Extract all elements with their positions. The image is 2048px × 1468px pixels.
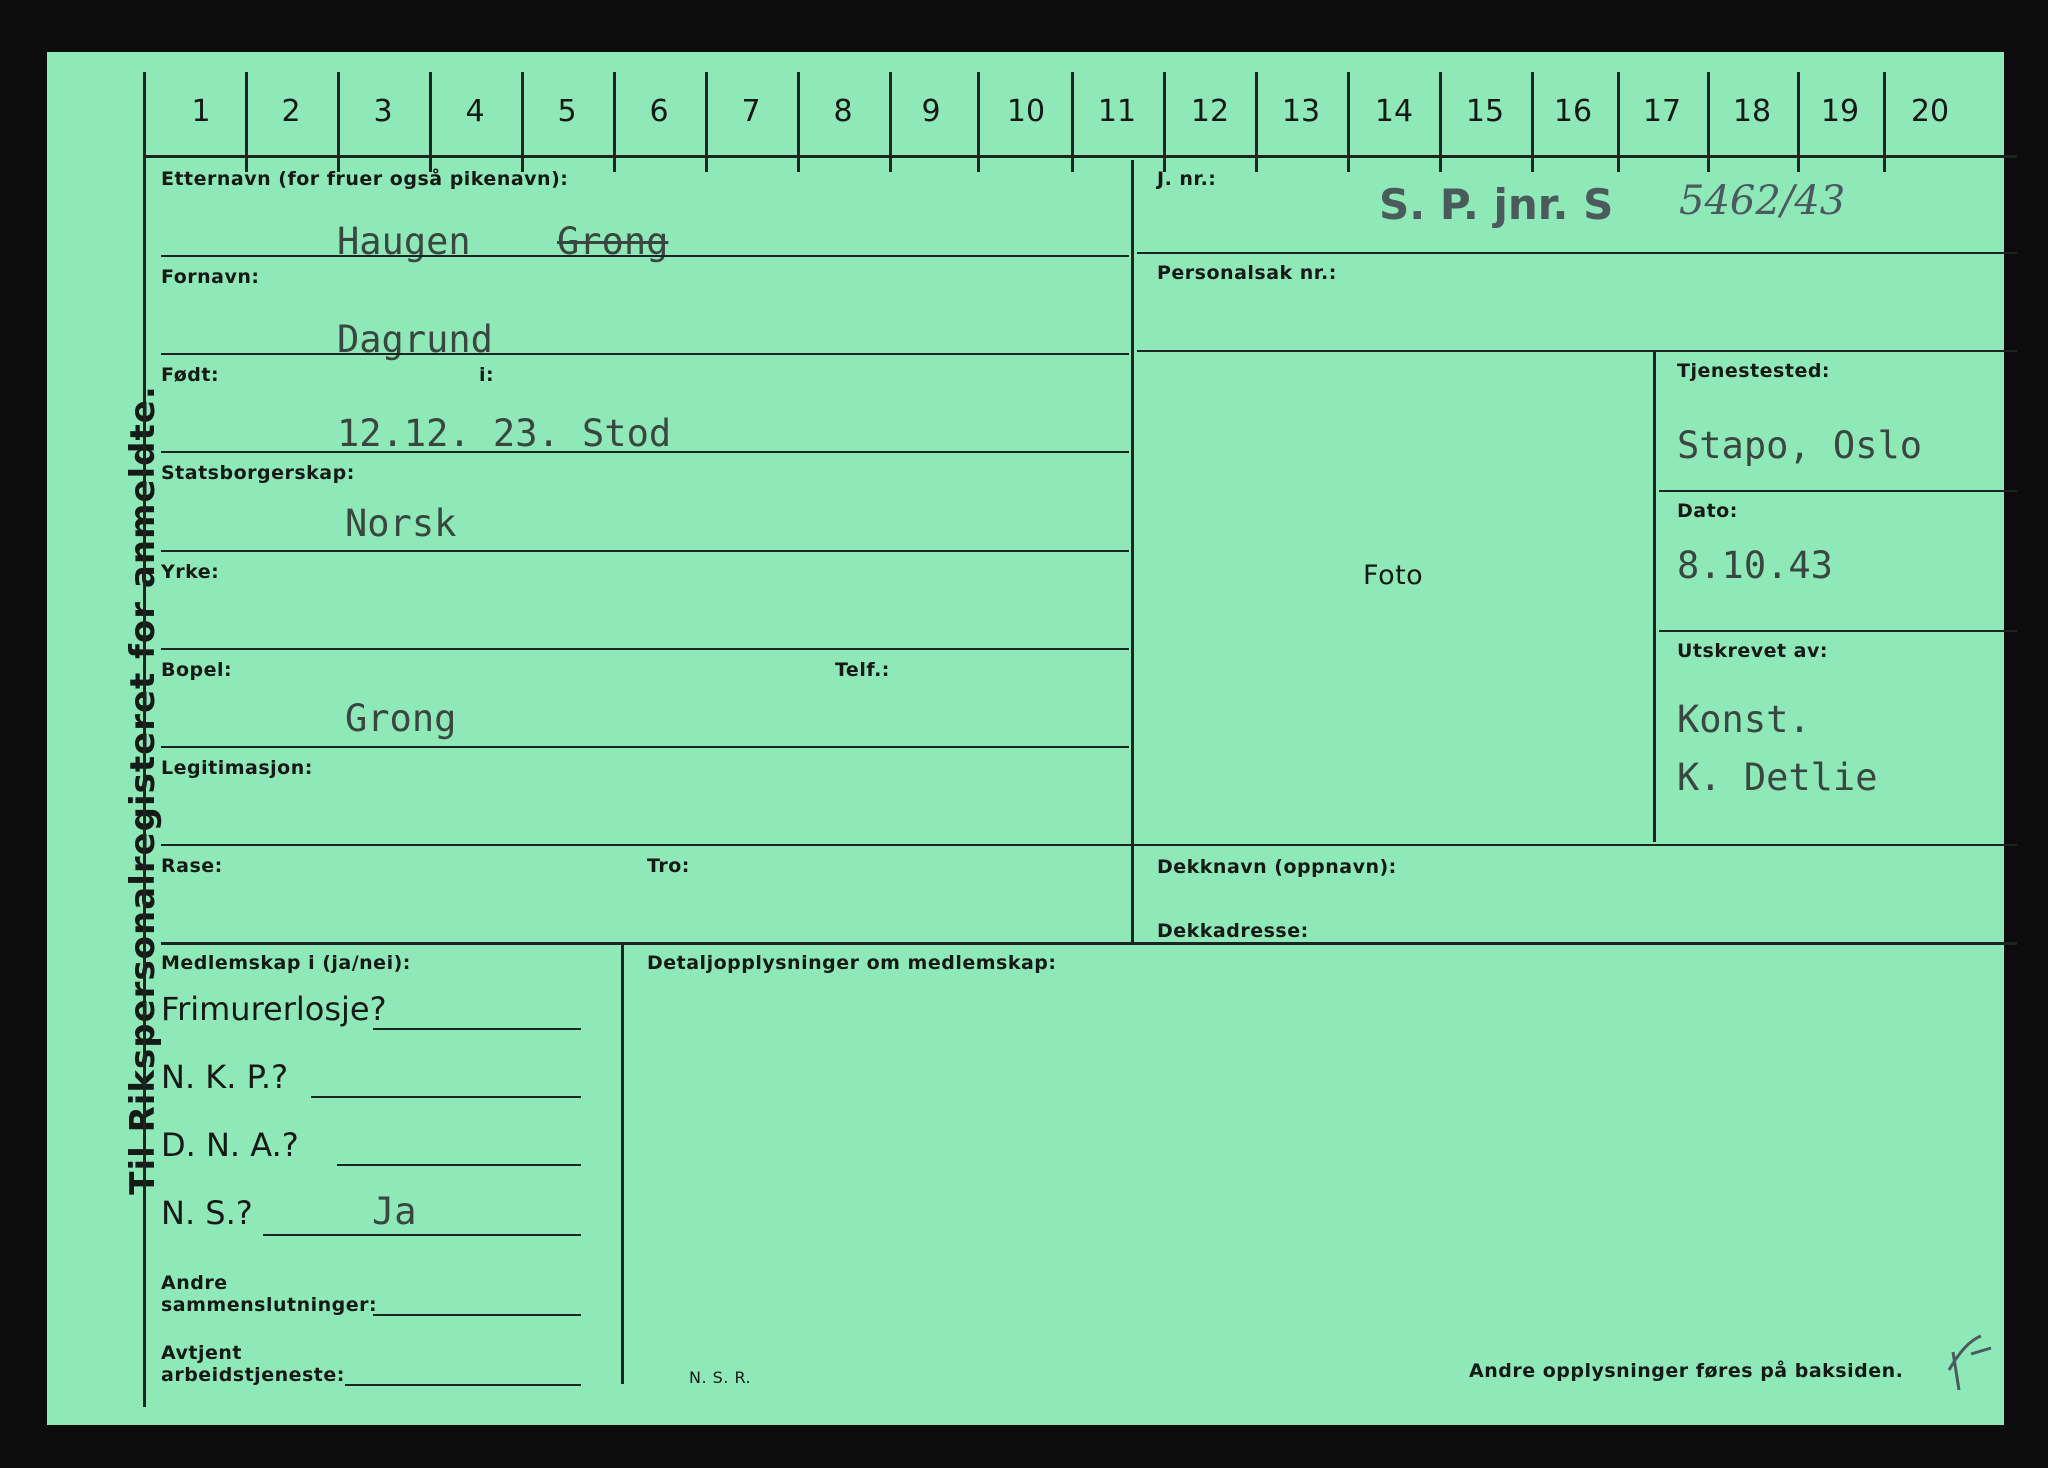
membership-rule — [161, 942, 2017, 945]
field-rule — [161, 451, 1129, 453]
field-rule — [161, 746, 1129, 748]
label-telf: Telf.: — [835, 659, 890, 681]
label-medlemskap: Medlemskap i (ja/nei): — [161, 952, 411, 974]
label-nsr: N. S. R. — [689, 1368, 752, 1387]
value-utskrevet-line2: K. Detlie — [1677, 756, 1878, 799]
handwritten-mark-icon — [1945, 1330, 1995, 1394]
value-bopel: Grong — [345, 697, 457, 740]
side-title: Til Rikspersonalregisteret for anmeldte. — [123, 385, 163, 1195]
column-number: 16 — [1553, 94, 1593, 129]
field-rule — [1137, 350, 2017, 352]
column-number: 4 — [465, 94, 485, 129]
column-number: 11 — [1097, 94, 1137, 129]
label-jnr: J. nr.: — [1157, 168, 1217, 190]
label-legitimasjon: Legitimasjon: — [161, 757, 313, 779]
field-rule — [161, 353, 1129, 355]
answer-rule — [345, 1384, 581, 1386]
column-number: 12 — [1190, 94, 1230, 129]
label-ns: N. S.? — [161, 1194, 253, 1232]
column-number: 14 — [1374, 94, 1414, 129]
column-number: 8 — [833, 94, 853, 129]
label-foto: Foto — [1363, 560, 1424, 591]
registration-card — [47, 52, 2004, 1425]
label-yrke: Yrke: — [161, 561, 220, 583]
label-andre-line2: sammenslutninger: — [161, 1294, 378, 1316]
column-number: 17 — [1642, 94, 1682, 129]
stamp-jnr: S. P. jnr. S — [1379, 180, 1614, 229]
field-rule — [161, 255, 1129, 257]
footer-note: Andre opplysninger føres på baksiden. — [1469, 1360, 1904, 1382]
answer-rule — [373, 1314, 581, 1316]
column-number: 5 — [557, 94, 577, 129]
column-number: 2 — [281, 94, 301, 129]
column-number: 3 — [373, 94, 393, 129]
label-dna: D. N. A.? — [161, 1126, 299, 1164]
column-number: 6 — [649, 94, 669, 129]
label-avtjent-line2: arbeidstjeneste: — [161, 1364, 345, 1386]
answer-rule — [263, 1234, 581, 1236]
answer-rule — [311, 1096, 581, 1098]
field-rule — [1659, 630, 2017, 632]
column-number: 19 — [1820, 94, 1860, 129]
label-fodt: Født: — [161, 364, 220, 386]
label-bopel: Bopel: — [161, 659, 233, 681]
value-statsborgerskap: Norsk — [345, 502, 457, 545]
value-etternavn-struck: Grong — [557, 220, 669, 263]
label-tjenestested: Tjenestested: — [1677, 360, 1831, 382]
value-tjenestested: Stapo, Oslo — [1677, 424, 1923, 467]
column-number: 9 — [921, 94, 941, 129]
field-rule — [1137, 252, 2017, 254]
label-personalsak: Personalsak nr.: — [1157, 262, 1337, 284]
column-number: 1 — [191, 94, 211, 129]
label-detalj: Detaljopplysninger om medlemskap: — [647, 952, 1057, 974]
column-number: 10 — [1006, 94, 1046, 129]
header-rule — [143, 155, 2017, 158]
answer-rule — [373, 1028, 581, 1030]
label-nkp: N. K. P.? — [161, 1058, 289, 1096]
answer-rule — [337, 1164, 581, 1166]
field-rule — [161, 648, 1129, 650]
label-rase: Rase: — [161, 855, 223, 877]
label-etternavn: Etternavn (for fruer også pikenavn): — [161, 168, 569, 190]
field-rule — [161, 550, 1129, 552]
label-i: i: — [479, 364, 495, 386]
value-fodt: 12.12. 23. Stod — [337, 412, 672, 455]
membership-divider — [621, 944, 624, 1384]
column-number: 20 — [1910, 94, 1950, 129]
label-dekkadresse: Dekkadresse: — [1157, 920, 1309, 942]
column-number: 18 — [1732, 94, 1772, 129]
label-andre-line1: Andre — [161, 1272, 228, 1294]
label-dekknavn: Dekknavn (oppnavn): — [1157, 856, 1397, 878]
column-number: 7 — [741, 94, 761, 129]
value-fornavn: Dagrund — [337, 318, 493, 361]
label-frimurer: Frimurerlosje? — [161, 990, 387, 1028]
label-utskrevet: Utskrevet av: — [1677, 640, 1828, 662]
column-number: 15 — [1465, 94, 1505, 129]
value-dato: 8.10.43 — [1677, 544, 1833, 587]
field-rule — [161, 844, 2017, 846]
column-number: 13 — [1281, 94, 1321, 129]
label-avtjent-line1: Avtjent — [161, 1342, 243, 1364]
label-dato: Dato: — [1677, 500, 1738, 522]
field-rule — [1659, 490, 2017, 492]
value-utskrevet-line1: Konst. — [1677, 698, 1811, 741]
label-fornavn: Fornavn: — [161, 266, 260, 288]
label-tro: Tro: — [647, 855, 690, 877]
foto-divider — [1653, 352, 1656, 842]
form-left-border — [143, 72, 146, 1407]
handwritten-jnr-number: 5462/43 — [1679, 178, 1846, 224]
upper-divider — [1131, 160, 1134, 942]
label-statsborgerskap: Statsborgerskap: — [161, 462, 355, 484]
value-ns: Ja — [372, 1190, 417, 1233]
value-etternavn: Haugen — [337, 220, 471, 263]
